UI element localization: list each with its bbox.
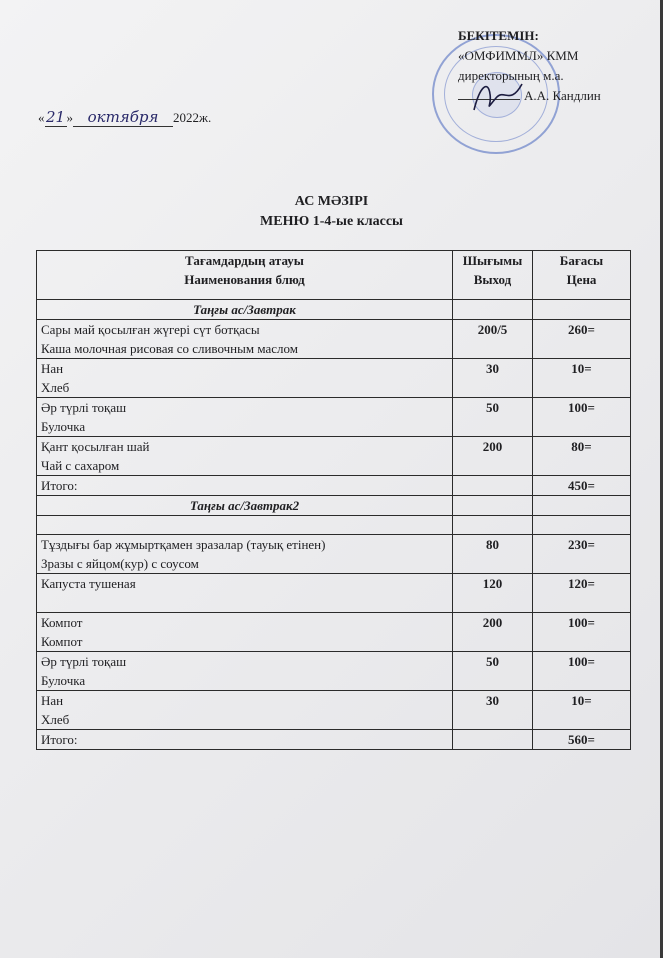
total-row	[37, 476, 631, 496]
approval-org: «ОМФИММЛ» КММ	[458, 48, 579, 63]
header-price: Бағасы Цена	[533, 251, 631, 300]
handwritten-signature	[470, 76, 530, 116]
dish-price: 80=	[533, 437, 631, 476]
dish-price: 230=	[533, 535, 631, 574]
dish-price: 120=	[533, 574, 631, 613]
dish-name: Капуста тушеная	[37, 574, 453, 613]
total-price: 560=	[533, 730, 631, 750]
dish-yield: 80	[453, 535, 533, 574]
menu-table	[36, 250, 631, 750]
dish-price: 10=	[533, 359, 631, 398]
approval-heading: БЕКІТЕМІН:	[458, 28, 539, 43]
dish-name: Қант қосылған шай Чай с сахаром	[37, 437, 453, 476]
section-row	[37, 300, 631, 320]
dish-yield: 30	[453, 691, 533, 730]
total-row	[37, 730, 631, 750]
dish-price: 100=	[533, 398, 631, 437]
total-label: Итого:	[37, 476, 453, 496]
section-title: Таңғы ас/Завтрак2	[37, 496, 453, 516]
approval-position: директорының м.а.	[458, 68, 564, 83]
dish-yield: 200/5	[453, 320, 533, 359]
table-row	[37, 398, 631, 437]
header-yield: Шығымы Выход	[453, 251, 533, 300]
dish-yield: 50	[453, 652, 533, 691]
section-row	[37, 496, 631, 516]
dish-price: 100=	[533, 652, 631, 691]
dish-yield: 120	[453, 574, 533, 613]
date-day: 21	[45, 108, 66, 126]
dish-price: 10=	[533, 691, 631, 730]
table-row	[37, 320, 631, 359]
table-row	[37, 437, 631, 476]
dish-name: Компот Компот	[37, 613, 453, 652]
dish-yield: 200	[453, 437, 533, 476]
section-title: Таңғы ас/Завтрак	[37, 300, 453, 320]
dish-yield: 50	[453, 398, 533, 437]
header-dish-name: Тағамдардың атауы Наименования блюд	[37, 251, 453, 300]
dish-name: Тұздығы бар жұмыртқамен зразалар (тауық етінен) Зразы с яйцом(кур) с соусом	[37, 535, 453, 574]
dish-yield: 200	[453, 613, 533, 652]
menu-title-ru: МЕНЮ 1-4-ые классы	[260, 214, 403, 229]
blank-row	[37, 516, 631, 535]
table-row	[37, 359, 631, 398]
table-row	[37, 691, 631, 730]
approval-name: А.А. Кандлин	[524, 88, 601, 103]
dish-name: Әр түрлі тоқаш Булочка	[37, 398, 453, 437]
table-row	[37, 613, 631, 652]
date-year: 2022ж.	[173, 110, 212, 125]
total-label: Итого:	[37, 730, 453, 750]
date-quote-open: «	[38, 110, 45, 125]
dish-name: Нан Хлеб	[37, 691, 453, 730]
dish-price: 260=	[533, 320, 631, 359]
table-row	[37, 574, 631, 613]
menu-title-kz: АС МӘЗІРІ	[294, 194, 369, 209]
date-quote-close: »	[66, 110, 73, 125]
table-row	[37, 535, 631, 574]
table-row	[37, 652, 631, 691]
dish-price: 100=	[533, 613, 631, 652]
dish-name: Сары май қосылған жүгері сүт ботқасы Каша молочная рисовая со сливочным маслом	[37, 320, 453, 359]
total-price: 450=	[533, 476, 631, 496]
dish-yield: 30	[453, 359, 533, 398]
dish-name: Нан Хлеб	[37, 359, 453, 398]
date-month: октября	[73, 108, 173, 127]
dish-name: Әр түрлі тоқаш Булочка	[37, 652, 453, 691]
table-header-row	[37, 251, 631, 300]
document-date	[38, 108, 211, 127]
